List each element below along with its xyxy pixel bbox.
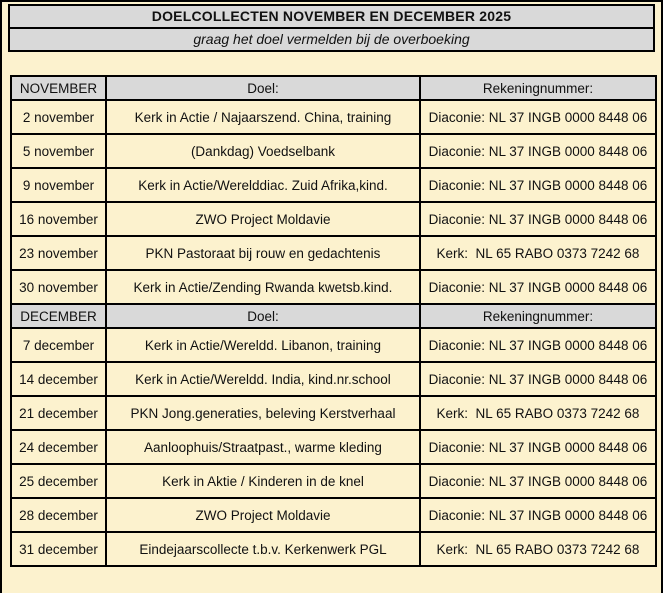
rekening-cell: Diaconie: NL 37 INGB 0000 8448 06 xyxy=(420,464,656,498)
document-subtitle: graag het doel vermelden bij de overboeking xyxy=(193,31,470,47)
date-cell: 31 december xyxy=(11,532,106,566)
doel-cell: ZWO Project Moldavie xyxy=(106,498,420,532)
rekening-cell: Diaconie: NL 37 INGB 0000 8448 06 xyxy=(420,100,656,134)
date-cell: 30 november xyxy=(11,270,106,304)
doel-cell: Eindejaarscollecte t.b.v. Kerkenwerk PGL xyxy=(106,532,420,566)
rekening-cell: Diaconie: NL 37 INGB 0000 8448 06 xyxy=(420,362,656,396)
collection-row xyxy=(11,168,656,202)
rekening-cell: Diaconie: NL 37 INGB 0000 8448 06 xyxy=(420,430,656,464)
doel-cell: Kerk in Actie/Wereldd. India, kind.nr.school xyxy=(106,362,420,396)
date-cell: 7 december xyxy=(11,328,106,362)
collection-row xyxy=(11,202,656,236)
collection-row xyxy=(11,270,656,304)
date-cell: 9 november xyxy=(11,168,106,202)
doel-cell: Kerk in Aktie / Kinderen in de knel xyxy=(106,464,420,498)
rekening-cell: Diaconie: NL 37 INGB 0000 8448 06 xyxy=(420,328,656,362)
rekening-header-cell: Rekeningnummer: xyxy=(420,76,656,100)
rekening-header-cell: Rekeningnummer: xyxy=(420,304,656,328)
collection-row xyxy=(11,100,656,134)
date-cell: 28 december xyxy=(11,498,106,532)
date-cell: 16 november xyxy=(11,202,106,236)
rekening-cell: Kerk: NL 65 RABO 0373 7242 68 xyxy=(420,236,656,270)
date-cell: 14 december xyxy=(11,362,106,396)
doel-cell: Aanloophuis/Straatpast., warme kleding xyxy=(106,430,420,464)
doel-cell: Kerk in Actie/Zending Rwanda kwetsb.kind. xyxy=(106,270,420,304)
collection-row xyxy=(11,328,656,362)
date-cell: 21 december xyxy=(11,396,106,430)
doel-header-cell: Doel: xyxy=(106,76,420,100)
section-header-row xyxy=(11,304,656,328)
section-header-row xyxy=(11,76,656,100)
collection-row xyxy=(11,498,656,532)
doel-cell: Kerk in Actie / Najaarszend. China, training xyxy=(106,100,420,134)
month-header-cell: NOVEMBER xyxy=(11,76,106,100)
month-header-cell: DECEMBER xyxy=(11,304,106,328)
date-cell: 24 december xyxy=(11,430,106,464)
collection-row xyxy=(11,396,656,430)
rekening-cell: Diaconie: NL 37 INGB 0000 8448 06 xyxy=(420,498,656,532)
doel-cell: (Dankdag) Voedselbank xyxy=(106,134,420,168)
collection-row xyxy=(11,464,656,498)
title-box xyxy=(8,4,655,52)
doel-cell: PKN Pastoraat bij rouw en gedachtenis xyxy=(106,236,420,270)
date-cell: 25 december xyxy=(11,464,106,498)
rekening-cell: Diaconie: NL 37 INGB 0000 8448 06 xyxy=(420,270,656,304)
rekening-cell: Diaconie: NL 37 INGB 0000 8448 06 xyxy=(420,134,656,168)
collection-row xyxy=(11,532,656,566)
doel-cell: PKN Jong.generaties, beleving Kerstverhaal xyxy=(106,396,420,430)
rekening-cell: Diaconie: NL 37 INGB 0000 8448 06 xyxy=(420,168,656,202)
date-cell: 23 november xyxy=(11,236,106,270)
doel-header-cell: Doel: xyxy=(106,304,420,328)
collections-table xyxy=(10,75,657,567)
collection-row xyxy=(11,362,656,396)
doel-cell: ZWO Project Moldavie xyxy=(106,202,420,236)
rekening-cell: Kerk: NL 65 RABO 0373 7242 68 xyxy=(420,396,656,430)
collection-row xyxy=(11,430,656,464)
doel-cell: Kerk in Actie/Wereldd. Libanon, training xyxy=(106,328,420,362)
rekening-cell: Diaconie: NL 37 INGB 0000 8448 06 xyxy=(420,202,656,236)
date-cell: 5 november xyxy=(11,134,106,168)
doel-cell: Kerk in Actie/Werelddiac. Zuid Afrika,kind. xyxy=(106,168,420,202)
collection-row xyxy=(11,134,656,168)
date-cell: 2 november xyxy=(11,100,106,134)
collection-row xyxy=(11,236,656,270)
document-title: DOELCOLLECTEN NOVEMBER EN DECEMBER 2025 xyxy=(10,6,653,29)
rekening-cell: Kerk: NL 65 RABO 0373 7242 68 xyxy=(420,532,656,566)
